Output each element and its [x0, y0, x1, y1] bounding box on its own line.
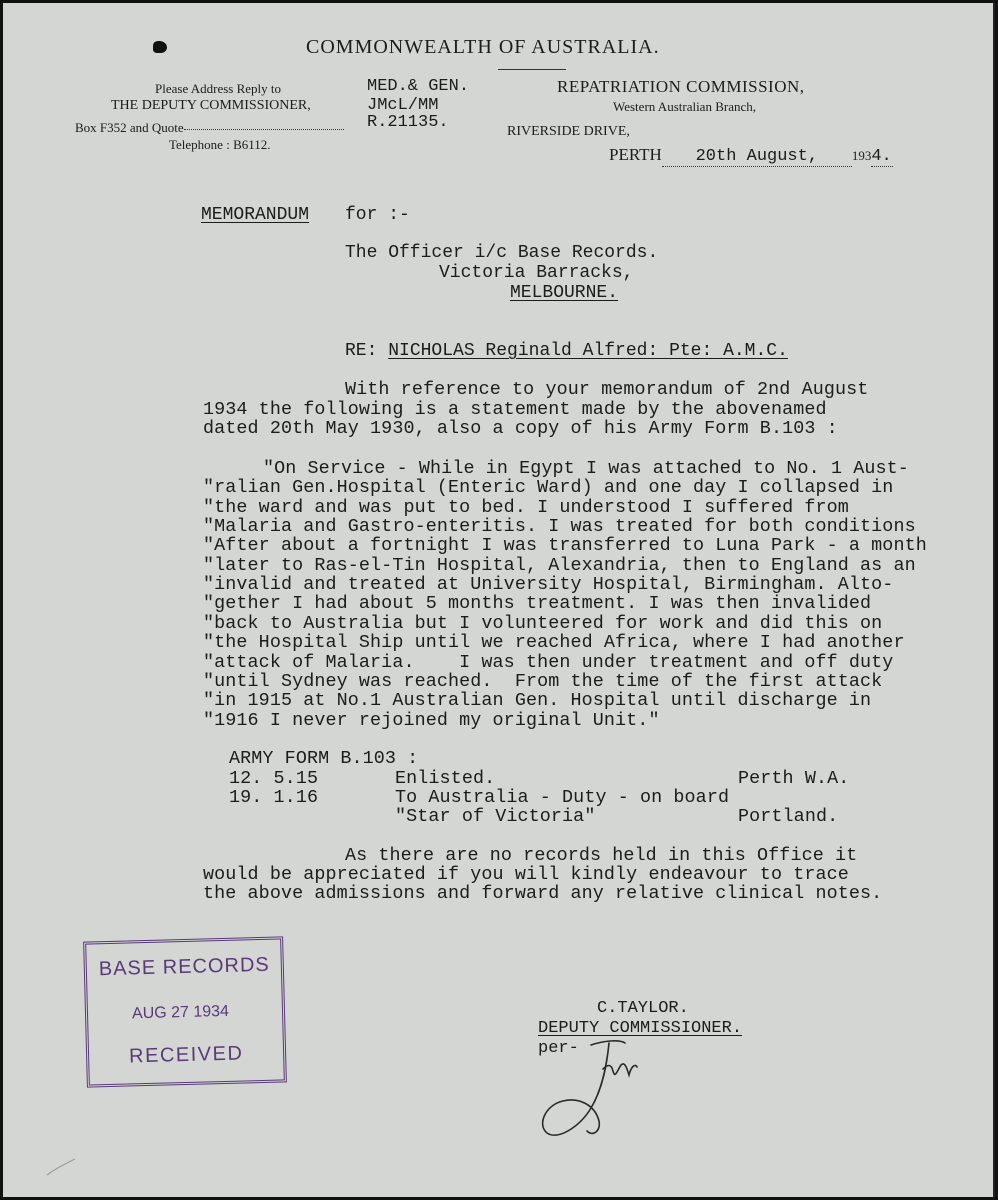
city-date-line — [609, 145, 893, 167]
statement-line-2: "ralian Gen.Hospital (Enteric Ward) and one day I collapsed in — [203, 477, 894, 498]
year-prefix: 193 — [851, 148, 872, 163]
re-prefix: RE: — [345, 341, 378, 361]
statement-line-4: "Malaria and Gastro-enteritis. I was treated for both conditions — [203, 516, 916, 537]
army-form-event-3: "Star of Victoria" — [395, 806, 596, 827]
closing-line-3: the above admissions and forward any relative clinical notes. — [203, 883, 883, 904]
received-stamp — [83, 936, 287, 1087]
army-form-place-1: Perth W.A. — [738, 768, 850, 789]
addressee-line3: MELBOURNE. — [510, 283, 619, 303]
ref-line2: JMcL/MM — [367, 96, 439, 115]
addressee-line2: Victoria Barracks, — [439, 263, 634, 283]
addressee-line1: The Officer i/c Base Records. — [345, 243, 659, 263]
statement-line-9: "back to Australia but I volunteered for work and did this on — [203, 613, 883, 634]
address-reply-line2: THE DEPUTY COMMISSIONER, — [111, 98, 311, 113]
memo-for: for :- — [345, 205, 410, 225]
telephone: Telephone : B6112. — [169, 137, 271, 152]
army-form-event-1: Enlisted. — [395, 768, 496, 789]
statement-line-12: "until Sydney was reached. From the time of the first attack — [203, 671, 883, 692]
intro-line-2: 1934 the following is a statement made by the abovenamed — [203, 399, 827, 420]
statement-line-14: "1916 I never rejoined my original Unit." — [203, 710, 660, 731]
army-form-place-3: Portland. — [738, 806, 839, 827]
ref-line3: R.21135. — [367, 113, 449, 132]
stamp-received: RECEIVED — [128, 1042, 244, 1068]
handwritten-initials-icon — [533, 1033, 653, 1143]
memo-label: MEMORANDUM — [201, 205, 310, 225]
ref-line1: MED.& GEN. — [367, 77, 470, 96]
statement-line-1: "On Service - While in Egypt I was attached to No. 1 Aust- — [263, 458, 909, 479]
re-subject: NICHOLAS Reginald Alfred: Pte: A.M.C. — [388, 341, 788, 361]
closing-line-2: would be appreciated if you will kindly endeavour to trace — [203, 864, 849, 885]
statement-line-3: "the ward and was put to bed. I understood I suffered from — [203, 497, 849, 518]
city: PERTH — [609, 145, 662, 164]
army-form-date-2: 19. 1.16 — [229, 787, 319, 808]
army-form-date-1: 12. 5.15 — [229, 768, 319, 789]
title-rule — [498, 69, 566, 70]
scan-mark-icon — [43, 1153, 83, 1183]
statement-line-10: "the Hospital Ship until we reached Africa, where I had another — [203, 632, 905, 653]
re-line — [345, 341, 788, 361]
branch-name: Western Australian Branch, — [613, 99, 756, 114]
box-quote-label — [75, 120, 344, 136]
statement-line-8: "gether I had about 5 months treatment. I was then invalided — [203, 593, 872, 614]
date-typed: 20th August, — [662, 147, 852, 167]
box-label: Box F352 and Quote — [75, 120, 184, 135]
stamp-line1: BASE RECORDS — [98, 953, 271, 981]
intro-line-1: With reference to your memorandum of 2nd August — [345, 379, 869, 400]
statement-line-11: "attack of Malaria. I was then under treatment and off duty — [203, 652, 894, 673]
army-form-heading: ARMY FORM B.103 : — [229, 748, 419, 769]
intro-line-3: dated 20th May 1930, also a copy of his Army Form B.103 : — [203, 418, 838, 439]
commission-name: REPATRIATION COMMISSION, — [557, 77, 805, 96]
letterhead-title: COMMONWEALTH OF AUSTRALIA. — [306, 36, 660, 58]
stamp-date: AUG 27 1934 — [131, 1002, 230, 1023]
document-page — [3, 3, 995, 1197]
ink-blot — [153, 41, 167, 53]
closing-line-1: As there are no records held in this Office it — [345, 845, 858, 866]
quote-dotline — [184, 129, 344, 130]
army-form-event-2: To Australia - Duty - on board — [395, 787, 730, 808]
year-suffix: 4. — [871, 147, 892, 166]
street-address: RIVERSIDE DRIVE, — [507, 124, 630, 139]
statement-line-7: "invalid and treated at University Hospital, Birmingham. Alto- — [203, 574, 894, 595]
statement-line-5: "After about a fortnight I was transferred to Luna Park - a month — [203, 535, 927, 556]
statement-line-13: "in 1915 at No.1 Australian Gen. Hospital until discharge in — [203, 690, 872, 711]
signatory-title: DEPUTY COMMISSIONER. — [538, 1019, 743, 1038]
statement-line-6: "later to Ras-el-Tin Hospital, Alexandria, then to England as an — [203, 555, 916, 576]
address-reply-line1: Please Address Reply to — [155, 81, 282, 96]
signatory-name: C.TAYLOR. — [597, 999, 689, 1018]
per-label: per- — [538, 1039, 579, 1058]
